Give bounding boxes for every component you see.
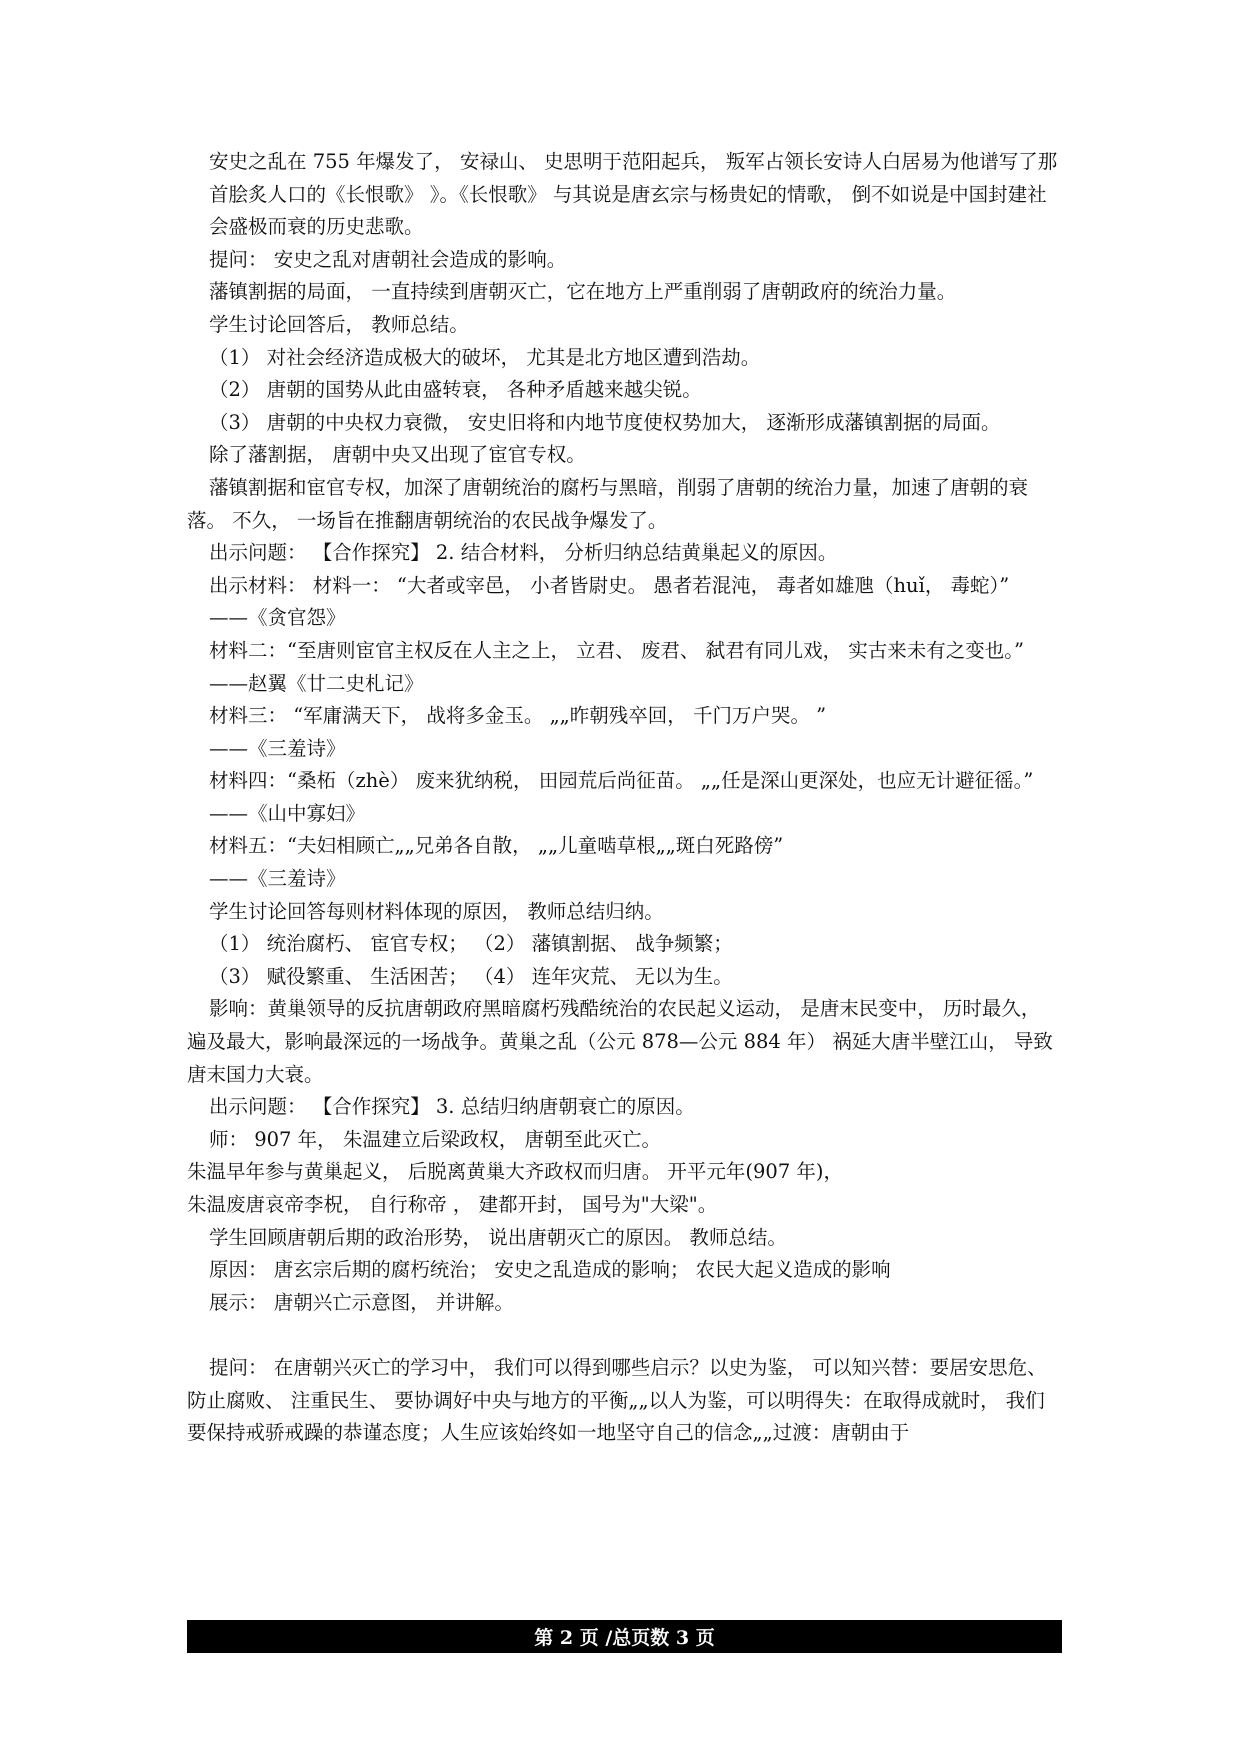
- paragraph: 学生讨论回答后， 教师总结。: [209, 312, 469, 336]
- paragraph: 除了藩割据， 唐朝中央又出现了宦官专权。: [209, 443, 586, 467]
- paragraph: 学生回顾唐朝后期的政治形势， 说出唐朝灭亡的原因。 教师总结。: [209, 1225, 787, 1249]
- paragraph: 师： 907 年， 朱温建立后梁政权， 唐朝至此灭亡。: [209, 1127, 662, 1151]
- paragraph: 出示问题： 【合作探究】 3. 总结归纳唐朝衰亡的原因。: [209, 1095, 695, 1119]
- list-item: （3） 唐朝的中央权力衰微， 安史旧将和内地节度使权势加大， 逐渐形成藩镇割据的局面。: [209, 410, 1001, 434]
- paragraph: 影响：黄巢领导的反抗唐朝政府黑暗腐朽残酷统治的农民起义运动， 是唐末民变中， 历时最久， 遍及最大，影响最深远的一场战争。黄巢之乱（公元 878—公元 884 年） 祸延大唐半壁江山， 导致唐末国力大衰。: [187, 997, 1053, 1086]
- paragraph: 朱温废唐哀帝李柷， 自行称帝 ， 建都开封， 国号为"大梁"。: [187, 1193, 718, 1216]
- list-item: （3） 赋役繁重、 生活困苦； （4） 连年灾荒、 无以为生。: [209, 964, 733, 988]
- paragraph: 藩镇割据的局面， 一直持续到唐朝灭亡，它在地方上严重削弱了唐朝政府的统治力量。: [209, 280, 957, 304]
- material-quote: 出示材料： 材料一： “大者或宰邑， 小者皆尉史。 愚者若混沌， 毒者如雄虺（huǐ， 毒蛇）”: [209, 573, 1010, 597]
- paragraph: 朱温早年参与黄巢起义， 后脱离黄巢大齐政权而归唐。 开平元年(907 年)，: [187, 1160, 844, 1184]
- material-source: ——《贪官怨》: [209, 606, 346, 630]
- material-source: ——赵翼《廿二史札记》: [209, 671, 424, 695]
- material-quote: 材料四：“桑柘（zhè） 废来犹纳税， 田园荒后尚征苗。 „„任是深山更深处，也应无计避征徭。”: [209, 769, 1034, 793]
- document-body: [187, 146, 1062, 1450]
- paragraph: 展示： 唐朝兴亡示意图， 并讲解。: [209, 1290, 514, 1314]
- material-quote: 材料二：“至唐则宦官主权反在人主之上， 立君、 废君、 弑君有同儿戏， 实古来未有之变也。”: [209, 638, 1024, 662]
- paragraph: 出示问题： 【合作探究】 2. 结合材料， 分析归纳总结黄巢起义的原因。: [209, 541, 838, 565]
- page-number-label: 第 2 页 /总页数 3 页: [534, 1627, 715, 1649]
- paragraph: 学生讨论回答每则材料体现的原因， 教师总结归纳。: [209, 899, 664, 923]
- material-source: ——《三羞诗》: [209, 867, 346, 891]
- paragraph: 原因： 唐玄宗后期的腐朽统治； 安史之乱造成的影响； 农民大起义造成的影响: [209, 1258, 891, 1282]
- paragraph-question: 提问： 安史之乱对唐朝社会造成的影响。: [209, 247, 567, 271]
- paragraph-intro: 安史之乱在 755 年爆发了， 安禄山、 史思明于范阳起兵， 叛军占领长安诗人白居易为他谱写了那首脍炙人口的《长恨歌》 》。《长恨歌》 与其说是唐玄宗与杨贵妃的情歌， 倒不如说是中国封建社会盛极而衰的历史悲歌。: [209, 150, 1058, 239]
- list-item: （1） 对社会经济造成极大的破坏， 尤其是北方地区遭到浩劫。: [209, 345, 761, 369]
- paragraph: 提问： 在唐朝兴灭亡的学习中， 我们可以得到哪些启示？以史为鉴， 可以知兴替：要居安思危、 防止腐败、 注重民生、 要协调好中央与地方的平衡„„以人为鉴，可以明得失：在取得成就时， 我们要保持戒骄戒躁的恭谨态度；人生应该始终如一地坚守自己的信念„„过渡：唐朝由于: [187, 1355, 1053, 1445]
- material-quote: 材料三： “军庸满天下， 战将多金玉。 „„昨朝残卒回， 千门万户哭。 ”: [209, 704, 827, 728]
- list-item: （1） 统治腐朽、 宦官专权； （2） 藩镇割据、 战争频繁；: [209, 932, 733, 956]
- material-source: ——《山中寡妇》: [209, 801, 366, 825]
- blank-line: [187, 1319, 1062, 1352]
- material-quote: 材料五：“夫妇相顾亡„„兄弟各自散， „„儿童啮草根„„斑白死路傍”: [209, 834, 784, 858]
- list-item: （2） 唐朝的国势从此由盛转衰， 各种矛盾越来越尖锐。: [209, 378, 702, 402]
- paragraph: 藩镇割据和宦官专权，加深了唐朝统治的腐朽与黑暗，削弱了唐朝的统治力量，加速了唐朝的衰落。 不久， 一场旨在推翻唐朝统治的农民战争爆发了。: [187, 475, 1029, 532]
- material-source: ——《三羞诗》: [209, 736, 346, 760]
- page-footer: [187, 1620, 1062, 1653]
